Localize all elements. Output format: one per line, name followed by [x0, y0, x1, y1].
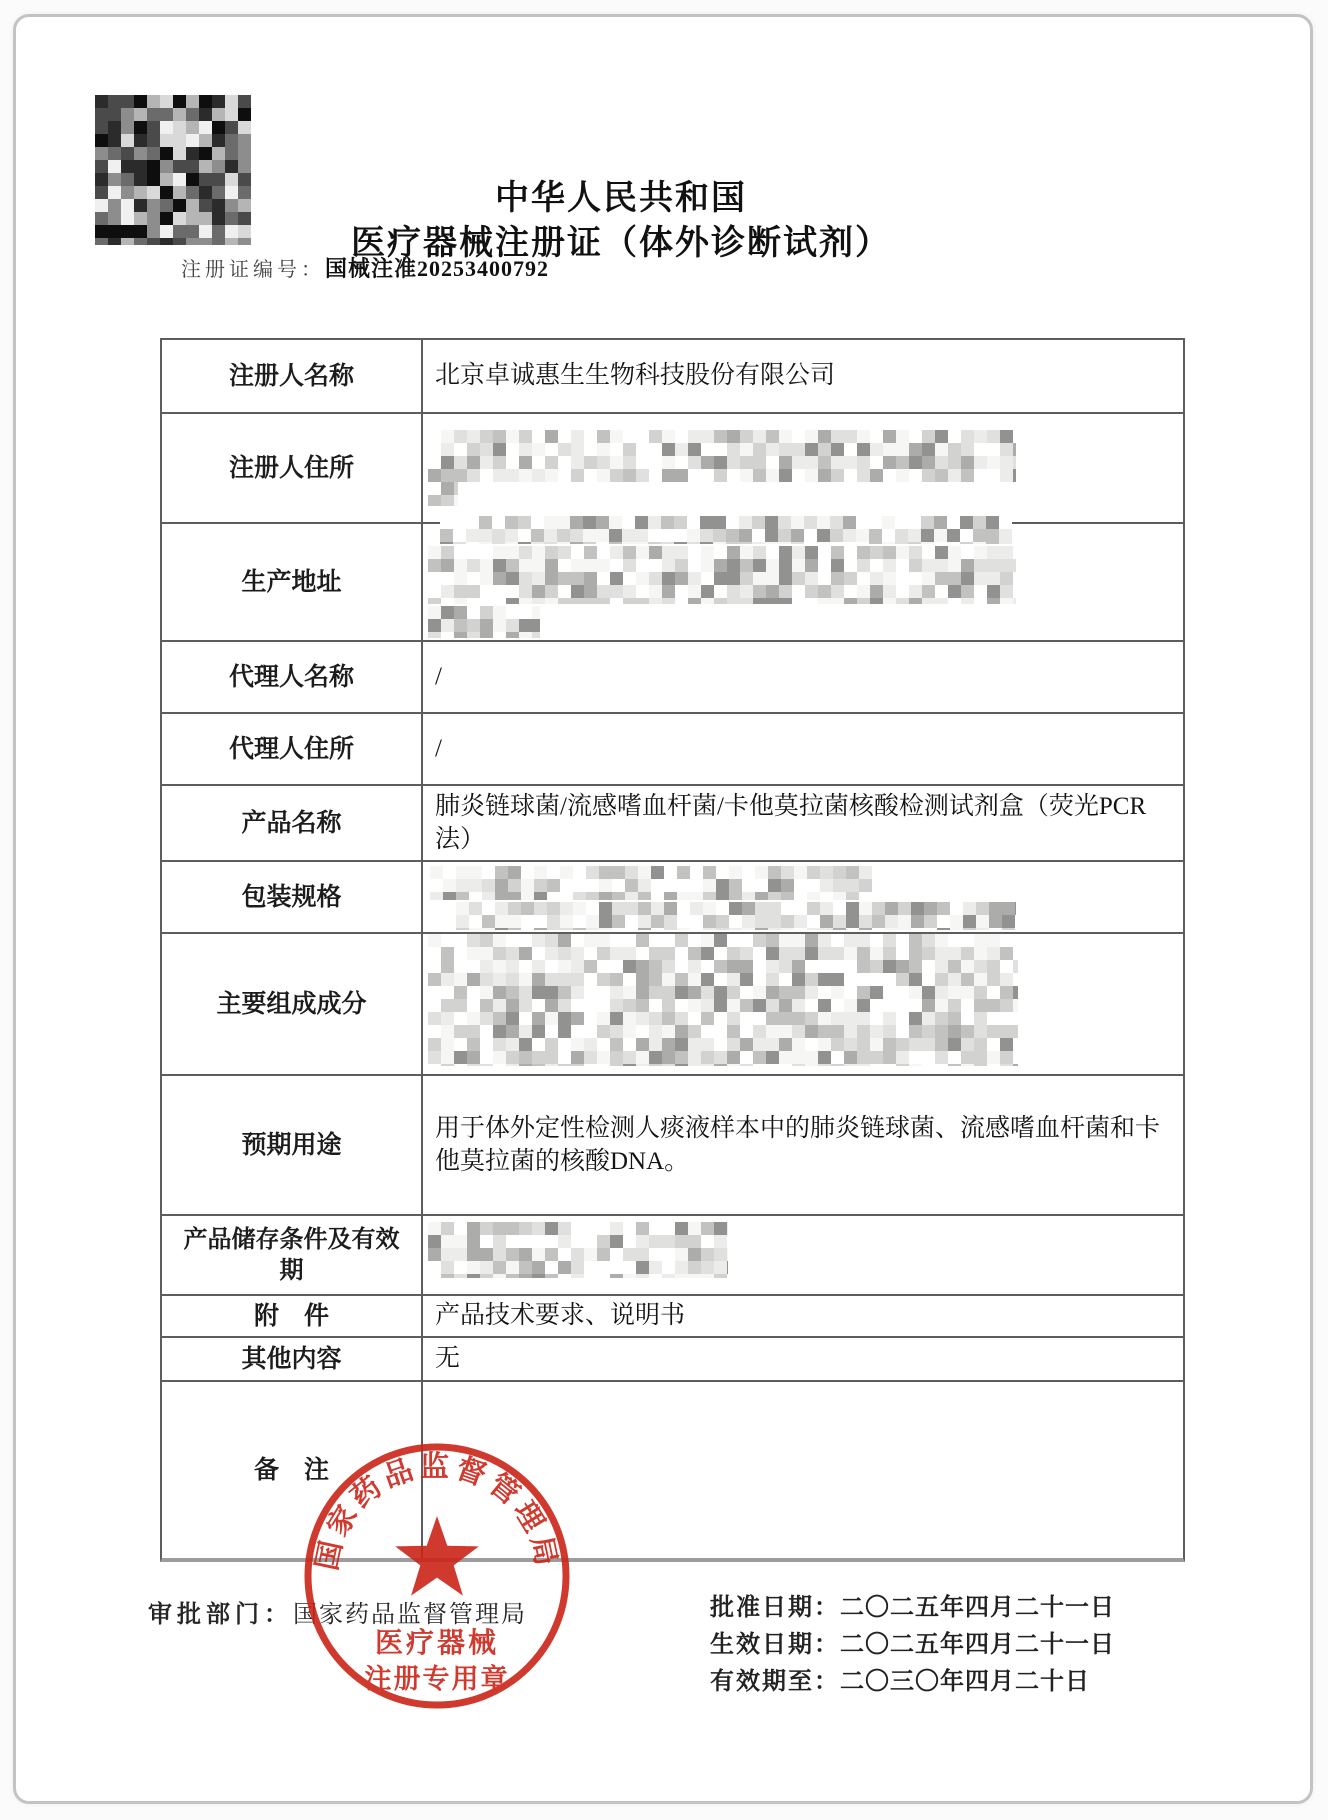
- redacted-registrant-address: [428, 430, 1016, 482]
- approval-department-label: 审批部门：: [148, 1602, 293, 1628]
- row-label: 主要组成成分: [162, 934, 423, 1074]
- expiry-date-label: 有效期至：: [710, 1669, 840, 1695]
- row-label: 代理人住所: [162, 714, 423, 784]
- row-value: 肺炎链球菌/流感嗜血杆菌/卡他莫拉菌核酸检测试剂盒（荧光PCR法）: [435, 792, 1147, 853]
- row-value: 无: [435, 1345, 461, 1373]
- redacted-production-address: [428, 606, 540, 638]
- approval-date-line: [710, 1590, 1115, 1627]
- expiry-date-value: 二〇三〇年四月二十日: [840, 1669, 1090, 1695]
- effective-date-value: 二〇二五年四月二十一日: [840, 1632, 1115, 1658]
- approval-date-label: 批准日期：: [710, 1595, 840, 1621]
- table-row: [162, 1296, 1183, 1338]
- row-label: 产品储存条件及有效期: [162, 1216, 423, 1294]
- row-value: 用于体外定性检测人痰液样本中的肺炎链球菌、流感嗜血杆菌和卡他莫拉菌的核酸DNA。: [435, 1114, 1161, 1175]
- row-label: 生产地址: [162, 524, 423, 640]
- table-row: [162, 786, 1183, 862]
- dates-block: [710, 1590, 1115, 1701]
- row-label: 产品名称: [162, 786, 423, 860]
- redacted-registrant-address: [428, 482, 458, 506]
- title-line-1: 中华人民共和国: [495, 179, 747, 217]
- registration-seal: [297, 1436, 577, 1716]
- approval-department-value: 国家药品监督管理局: [293, 1602, 527, 1628]
- redacted-production-address: [440, 516, 1012, 544]
- row-label: 预期用途: [162, 1076, 423, 1214]
- approval-date-value: 二〇二五年四月二十一日: [840, 1595, 1115, 1621]
- row-label: 注册人名称: [162, 340, 423, 412]
- table-row: [162, 1338, 1183, 1382]
- row-value: /: [435, 735, 442, 763]
- red-star-icon: [395, 1516, 479, 1596]
- row-value: 产品技术要求、说明书: [435, 1302, 686, 1330]
- table-row: [162, 642, 1183, 714]
- redacted-main-components: [428, 934, 1018, 1066]
- title-line-2: 医疗器械注册证（体外诊断试剂）: [351, 224, 891, 262]
- seal-arc-text: 国家药品监督管理局: [311, 1450, 563, 1574]
- registration-number-label: 注册证编号：: [181, 259, 325, 281]
- registration-number-value: 国械注准20253400792: [325, 256, 550, 281]
- redacted-package-spec: [430, 866, 872, 900]
- row-label: 注册人住所: [162, 414, 423, 522]
- registration-number-line: [181, 252, 549, 283]
- table-row: [162, 340, 1183, 414]
- row-value: /: [435, 663, 442, 691]
- row-label: 附 件: [162, 1296, 423, 1336]
- row-label: 备 注: [162, 1382, 423, 1558]
- redacted-production-address: [428, 546, 1016, 604]
- row-value: 北京卓诚惠生生物科技股份有限公司: [435, 362, 836, 390]
- effective-date-line: [710, 1627, 1115, 1664]
- expiry-date-line: [710, 1664, 1115, 1701]
- table-row: [162, 1076, 1183, 1216]
- row-label: 代理人名称: [162, 642, 423, 712]
- row-label: 其他内容: [162, 1338, 423, 1380]
- row-label: 包装规格: [162, 862, 423, 932]
- seal-line1: 医疗器械: [374, 1627, 500, 1658]
- redacted-package-spec: [456, 902, 1016, 930]
- redacted-storage-conditions: [428, 1222, 728, 1278]
- effective-date-label: 生效日期：: [710, 1632, 840, 1658]
- seal-line2: 注册专用章: [364, 1664, 510, 1694]
- table-row: [162, 714, 1183, 786]
